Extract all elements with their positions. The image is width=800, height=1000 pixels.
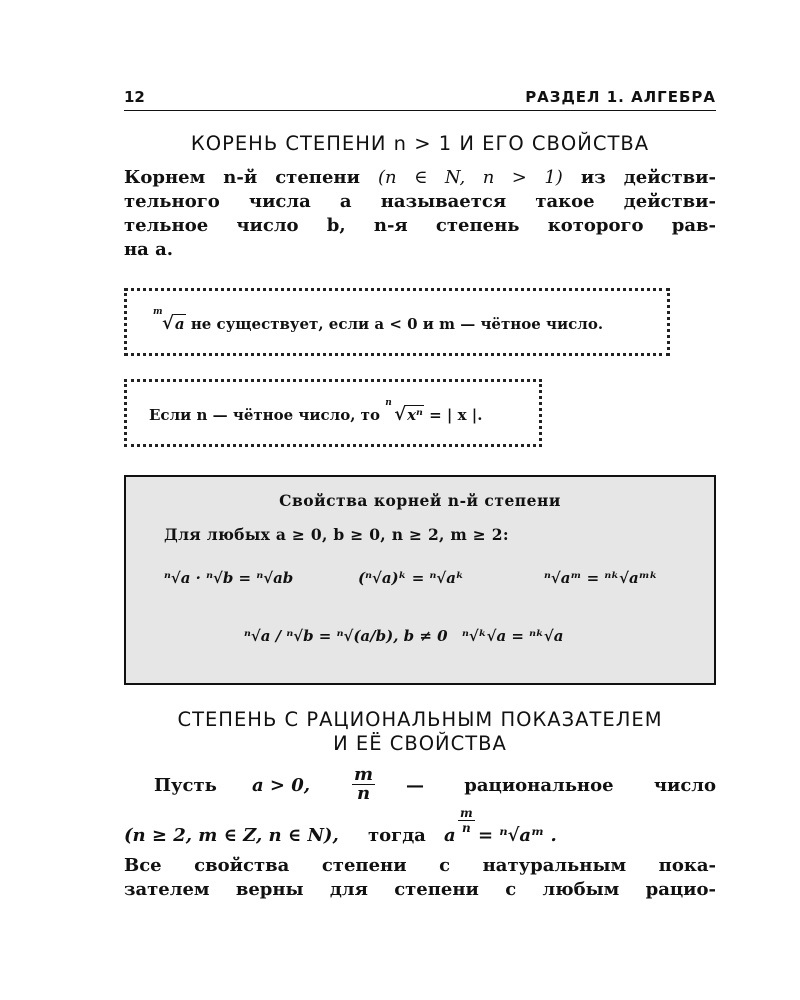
definition-paragraph	[124, 166, 716, 262]
definition-term: Корнем n-й степени	[124, 167, 360, 188]
heading-root-degree: КОРЕНЬ СТЕПЕНИ n > 1 И ЕГО СВОЙСТВА	[190, 132, 650, 155]
root-expression: m √a	[153, 307, 185, 334]
note1-text: не существует, если a < 0 и m — чётное число.	[190, 315, 604, 333]
rational-line-1	[124, 764, 716, 804]
definition-line-3: тельное число b, n-я степень которого рав-	[124, 215, 716, 236]
rational-then: тогда	[368, 825, 426, 846]
formula-quotient: ⁿ√a / ⁿ√b = ⁿ√(a/b), b ≠ 0	[244, 627, 448, 645]
definition-line1-rest: из действи-	[580, 167, 716, 188]
note-box-odd-root	[124, 288, 670, 356]
rational-line-2	[124, 806, 716, 852]
definition-line-2: тельного числа a называется такое действи-	[124, 191, 716, 212]
note2-result: = | x |.	[429, 406, 483, 424]
properties-condition: Для любых a ≥ 0, b ≥ 0, n ≥ 2, m ≥ 2:	[164, 525, 509, 544]
fraction-m-over-n: $\frac{m}{n}$	[354, 764, 374, 804]
formula-product: ⁿ√a · ⁿ√b = ⁿ√ab	[164, 569, 294, 587]
definition-line-1	[124, 166, 716, 190]
definition-line-4: на a.	[124, 239, 174, 260]
definition-condition: (n ∈ N, n > 1)	[377, 167, 563, 188]
section-title: РАЗДЕЛ 1. АЛГЕБРА	[525, 88, 716, 106]
rational-a-cond: a > 0,	[252, 775, 311, 796]
exponent-fraction: $\frac{m}{n}$	[460, 806, 473, 835]
heading-rational-exponent-1: СТЕПЕНЬ С РАЦИОНАЛЬНЫМ ПОКАЗАТЕЛЕМ	[177, 708, 663, 731]
final-line-2: зателем верны для степени с любым рацио-	[124, 879, 716, 900]
final-line-1: Все свойства степени с натуральным пока-	[124, 855, 716, 876]
formula-nested-root: ⁿ√ᵏ√a = ⁿᵏ√a	[462, 627, 564, 645]
properties-box	[124, 475, 716, 685]
rational-let: Пусть	[154, 775, 217, 796]
running-header	[124, 88, 716, 111]
root-expression: n √xⁿ	[385, 398, 423, 425]
note-box-even-root	[124, 379, 542, 447]
heading-rational-exponent-2: И ЕЁ СВОЙСТВА	[333, 732, 507, 755]
formula-power: (ⁿ√a)ᵏ = ⁿ√aᵏ	[358, 569, 464, 587]
properties-title: Свойства корней n-й степени	[279, 491, 561, 510]
rational-equals: = ⁿ√aᵐ .	[478, 825, 557, 846]
rational-base: a	[444, 825, 456, 846]
note2-text: Если n — чётное число, то	[149, 406, 380, 424]
final-paragraph	[124, 854, 716, 902]
page-number: 12	[124, 88, 145, 106]
formula-index-scale: ⁿ√aᵐ = ⁿᵏ√aᵐᵏ	[544, 569, 658, 587]
rational-dash-text: — рациональное число	[406, 775, 716, 796]
rational-cond2: (n ≥ 2, m ∈ Z, n ∈ N),	[124, 825, 339, 846]
